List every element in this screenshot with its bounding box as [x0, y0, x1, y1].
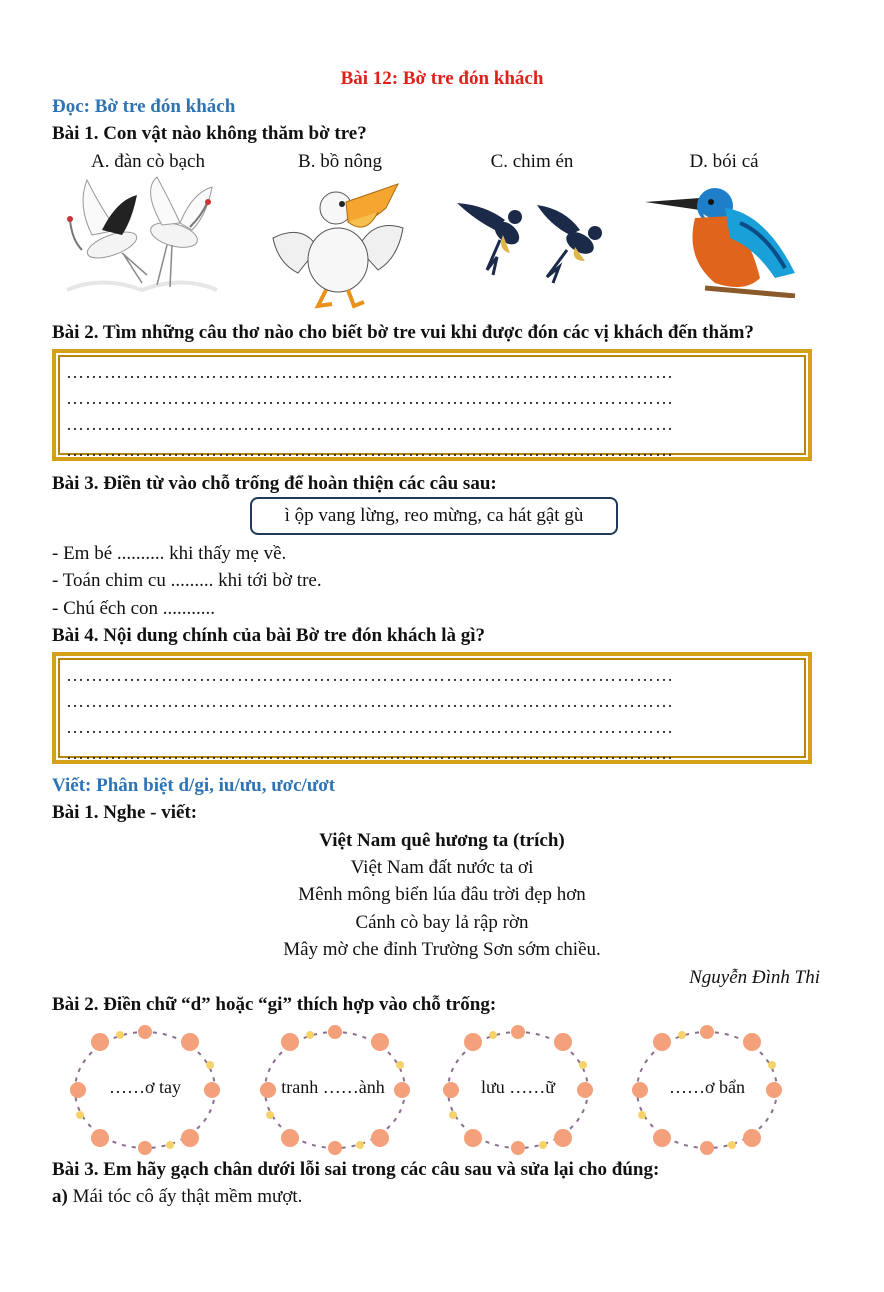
- dotted-line: ……………………………………………………………………………………: [66, 743, 674, 763]
- reading-q2: Bài 2. Tìm những câu thơ nào cho biết bờ tre vui khi được đón các vị khách đến thăm?: [52, 322, 754, 343]
- item-label: a): [52, 1186, 68, 1207]
- word-bank: ì ộp vang lừng, reo mừng, ca hát gật gù: [250, 497, 618, 535]
- fill-word[interactable]: ……ơ tay: [108, 1077, 181, 1097]
- fill-word[interactable]: tranh ……ành: [281, 1077, 385, 1097]
- cranes-image: [62, 175, 222, 300]
- fill-line[interactable]: - Em bé .......... khi thấy mẹ về.: [52, 543, 287, 564]
- writing-q3: Bài 3. Em hãy gạch chân dưới lỗi sai trong các câu sau và sửa lại cho đúng:: [52, 1159, 660, 1180]
- poem-line: Mây mờ che đỉnh Trường Sơn sớm chiều.: [283, 939, 601, 960]
- reading-heading: Đọc: Bờ tre đón khách: [52, 96, 236, 117]
- option-b: B. bồ nông: [298, 151, 382, 172]
- dotted-line: ……………………………………………………………………………………: [66, 665, 674, 685]
- writing-heading: Viết: Phân biệt d/gi, iu/ưu, ươc/ươt: [52, 775, 336, 796]
- answer-box-q2[interactable]: [52, 349, 812, 461]
- dotted-line: ……………………………………………………………………………………: [66, 691, 674, 711]
- writing-q1: Bài 1. Nghe - viết:: [52, 802, 198, 823]
- reading-q1: Bài 1. Con vật nào không thăm bờ tre?: [52, 123, 367, 144]
- poem-author: Nguyễn Đình Thi: [689, 967, 820, 988]
- dotted-line: ……………………………………………………………………………………: [66, 362, 674, 382]
- writing-q2: Bài 2. Điền chữ “d” hoặc “gi” thích hợp vào chỗ trống:: [52, 994, 497, 1015]
- dotted-line: ……………………………………………………………………………………: [66, 414, 674, 434]
- reading-q4: Bài 4. Nội dung chính của bài Bờ tre đón khách là gì?: [52, 625, 486, 646]
- error-sentence[interactable]: [52, 1186, 302, 1208]
- kingfisher-image: [645, 178, 805, 298]
- sentence-text: Mái tóc cô ấy thật mềm mượt.: [67, 1186, 303, 1207]
- fill-word[interactable]: lưu ……ữ: [480, 1077, 555, 1097]
- dotted-line: ……………………………………………………………………………………: [66, 440, 674, 460]
- poem-line: Mênh mông biển lúa đâu trời đẹp hơn: [298, 884, 586, 905]
- pelican-image: [268, 178, 408, 310]
- reading-q3: Bài 3. Điền từ vào chỗ trống để hoàn thiện các câu sau:: [52, 473, 497, 494]
- answer-box-q4[interactable]: [52, 652, 812, 764]
- poem-line: Cánh cò bay lả rập rờn: [355, 912, 529, 933]
- fill-line[interactable]: - Toán chim cu ......... khi tới bờ tre.: [52, 570, 322, 591]
- fill-word[interactable]: ……ơ bẩn: [668, 1077, 745, 1097]
- option-d: D. bói cá: [689, 151, 759, 172]
- page-title: Bài 12: Bờ tre đón khách: [340, 68, 544, 89]
- swallows-image: [455, 195, 605, 285]
- fill-line[interactable]: - Chú ếch con ...........: [52, 598, 216, 619]
- dotted-line: ……………………………………………………………………………………: [66, 388, 674, 408]
- option-a: A. đàn cò bạch: [91, 151, 205, 172]
- option-c: C. chim én: [490, 151, 574, 172]
- dotted-line: ……………………………………………………………………………………: [66, 717, 674, 737]
- poem-line: Việt Nam đất nước ta ơi: [350, 857, 534, 878]
- poem-title: Việt Nam quê hương ta (trích): [319, 830, 565, 851]
